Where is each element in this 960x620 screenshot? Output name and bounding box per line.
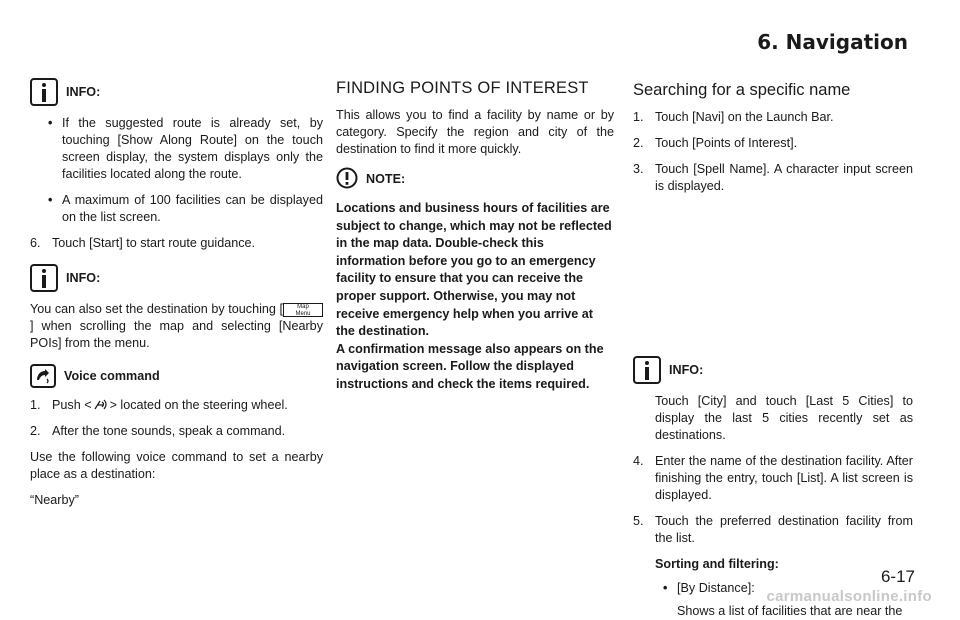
voice-paragraph: Use the following voice command to set a nearby place as a destination:: [30, 450, 323, 481]
info-paragraph: You can also set the destination by touching [ Map Menu] when scrolling the map and selecting [Nearby POIs] from the menu.: [30, 302, 323, 350]
info-icon: [30, 78, 58, 106]
step-4: 4. Enter the name of the destination facility. After finishing the entry, touch [List]. A list screen is displayed.: [633, 454, 913, 502]
info-icon: [633, 356, 661, 384]
chapter-title: 6. Navigation: [757, 30, 908, 54]
talk-switch-icon: [94, 399, 108, 410]
column-3: [633, 74, 913, 620]
map-menu-icon: Map Menu: [283, 303, 323, 317]
note-label: NOTE:: [366, 171, 406, 186]
bullet-item: • A maximum of 100 facilities can be displayed on the list screen.: [48, 193, 323, 224]
bullet-item: • [By Distance]:: [663, 581, 755, 595]
bullet-icon: •: [48, 193, 53, 207]
voice-step-1: 1. Push < > located on the steering wheel.: [30, 398, 288, 412]
info-heading-1: [30, 78, 323, 106]
step-5: 5. Touch the preferred destination facility from the list.: [633, 514, 913, 545]
step-6: 6. Touch [Start] to start route guidance.: [30, 236, 256, 250]
watermark: carmanualsonline.info: [766, 588, 932, 605]
note-text: Locations and business hours of facilities are subject to change, which may not be reflected in the map data. Double-check this information before you go to an emergency facility to ensure that you can receive the proper support. Otherwise, you may not receive emergency help when you arrive at the destination. A confirmation message also appears on the navigation screen. Follow the displayed instructions and check the items required.: [336, 201, 612, 391]
info-icon: [30, 264, 58, 292]
voice-heading: [30, 364, 323, 388]
voice-step-2: 2. After the tone sounds, speak a command.: [30, 424, 286, 438]
info-heading-2: [30, 264, 323, 292]
voice-command-icon: [30, 364, 56, 388]
column-2: [336, 74, 614, 403]
sort-description: Shows a list of facilities that are near the: [677, 604, 903, 618]
note-icon: [336, 167, 358, 191]
info-label: INFO:: [66, 84, 101, 99]
step-1: 1. Touch [Navi] on the Launch Bar.: [633, 110, 834, 124]
sort-label: Sorting and filtering:: [655, 557, 779, 571]
info-label: INFO:: [669, 362, 704, 377]
step-3: 3. Touch [Spell Name]. A character input screen is displayed.: [633, 162, 913, 193]
info-paragraph: Touch [City] and touch [Last 5 Cities] to display the last 5 cities recently set as destinations.: [655, 394, 913, 442]
section-title: FINDING POINTS OF INTEREST: [336, 79, 589, 97]
bullet-item: • If the suggested route is already set, by touching [Show Along Route] on the touch screen display, the system displays only the facilities located along the route.: [48, 116, 323, 181]
step-2: 2. Touch [Points of Interest].: [633, 136, 798, 150]
page-number: 6-17: [880, 567, 915, 586]
voice-command-text: “Nearby”: [30, 493, 79, 507]
bullet-icon: •: [663, 581, 668, 595]
intro-paragraph: This allows you to find a facility by name or by category. Specify the region and city of the destination to find it more quickly.: [336, 108, 614, 156]
note-heading: [336, 167, 614, 191]
info-label: INFO:: [66, 270, 101, 285]
image-placeholder: [633, 204, 913, 352]
subsection-title: Searching for a specific name: [633, 81, 851, 99]
voice-label: Voice command: [64, 368, 160, 383]
bullet-icon: •: [48, 116, 53, 130]
column-1: [30, 74, 323, 518]
info-heading-3: [633, 356, 913, 384]
